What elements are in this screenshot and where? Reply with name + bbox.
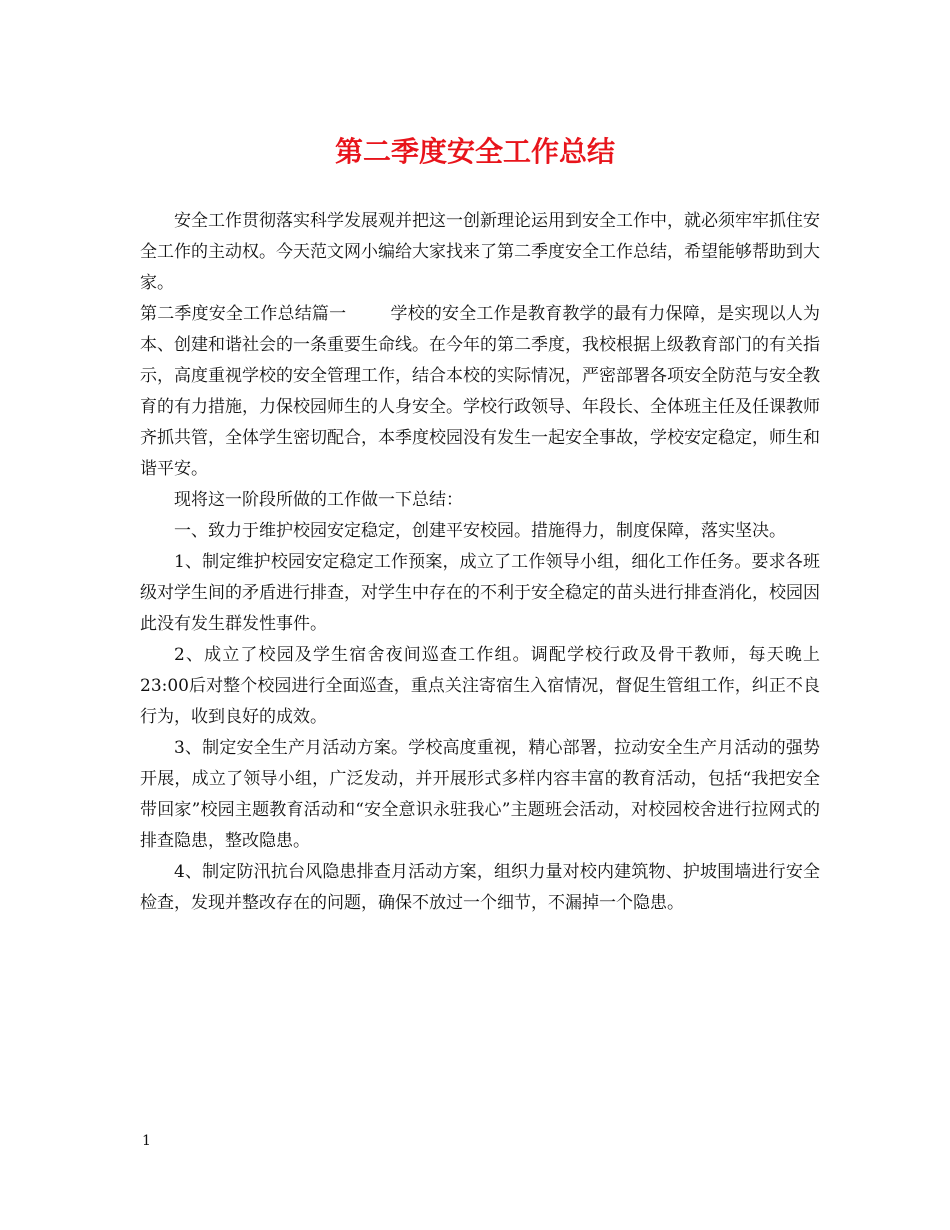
list-item: 4、制定防汛抗台风隐患排查月活动方案，组织力量对校内建筑物、护坡围墙进行安全检查，发现并整改存在的问题，确保不放过一个细节，不漏掉一个隐患。 — [140, 862, 820, 913]
section-first-text: 学校的安全工作是教育教学的最有力保障，是实现以人为本、创建和谐社会的一条重要生命线。在今年的第二季度，我校根据上级教育部门的有关指示，高度重视学校的安全管理工作，结合本校的实际情况，严密部署各项安全防范与安全教育的有力措施，力保校园师生的人身安全。学校行政领导、年段长、全体班主任及任课教师齐抓共管，全体学生密切配合，本季度校园没有发生一起安全事故，学校安定稳定，师生和谐平安。 — [140, 304, 821, 479]
list-item: 2、成立了校园及学生宿舍夜间巡查工作组。调配学校行政及骨干教师，每天晚上23:00后对整个校园进行全面巡查，重点关注寄宿生入宿情况，督促生管组工作，纠正不良行为，收到良好的成效。 — [140, 645, 820, 727]
summary-intro: 现将这一阶段所做的工作做一下总结： — [174, 490, 463, 510]
page-number: 1 — [142, 1133, 151, 1149]
section-heading: 第二季度安全工作总结篇一 — [140, 304, 347, 324]
section-paragraph — [140, 299, 820, 485]
list-item: 1、制定维护校园安定稳定工作预案，成立了工作领导小组，细化工作任务。要求各班级对学生间的矛盾进行排查，对学生中存在的不利于安全稳定的苗头进行排查消化，校园因此没有发生群发性事件。 — [140, 552, 820, 634]
list-item: 3、制定安全生产月活动方案。学校高度重视，精心部署，拉动安全生产月活动的强势开展，成立了领导小组，广泛发动，并开展形式多样内容丰富的教育活动，包括“我把安全带回家”校园主题教育活动和“安全意识永驻我心”主题班会活动，对校园校舍进行拉网式的排查隐患，整改隐患。 — [140, 738, 820, 851]
page-title: 第二季度安全工作总结 — [334, 135, 615, 168]
point-one: 一、致力于维护校园安定稳定，创建平安校园。措施得力，制度保障，落实坚决。 — [174, 521, 786, 541]
document-body — [140, 206, 820, 919]
intro-paragraph: 安全工作贯彻落实科学发展观并把这一创新理论运用到安全工作中，就必须牢牢抓住安全工作的主动权。今天范文网小编给大家找来了第二季度安全工作总结，希望能够帮助到大家。 — [140, 211, 820, 293]
